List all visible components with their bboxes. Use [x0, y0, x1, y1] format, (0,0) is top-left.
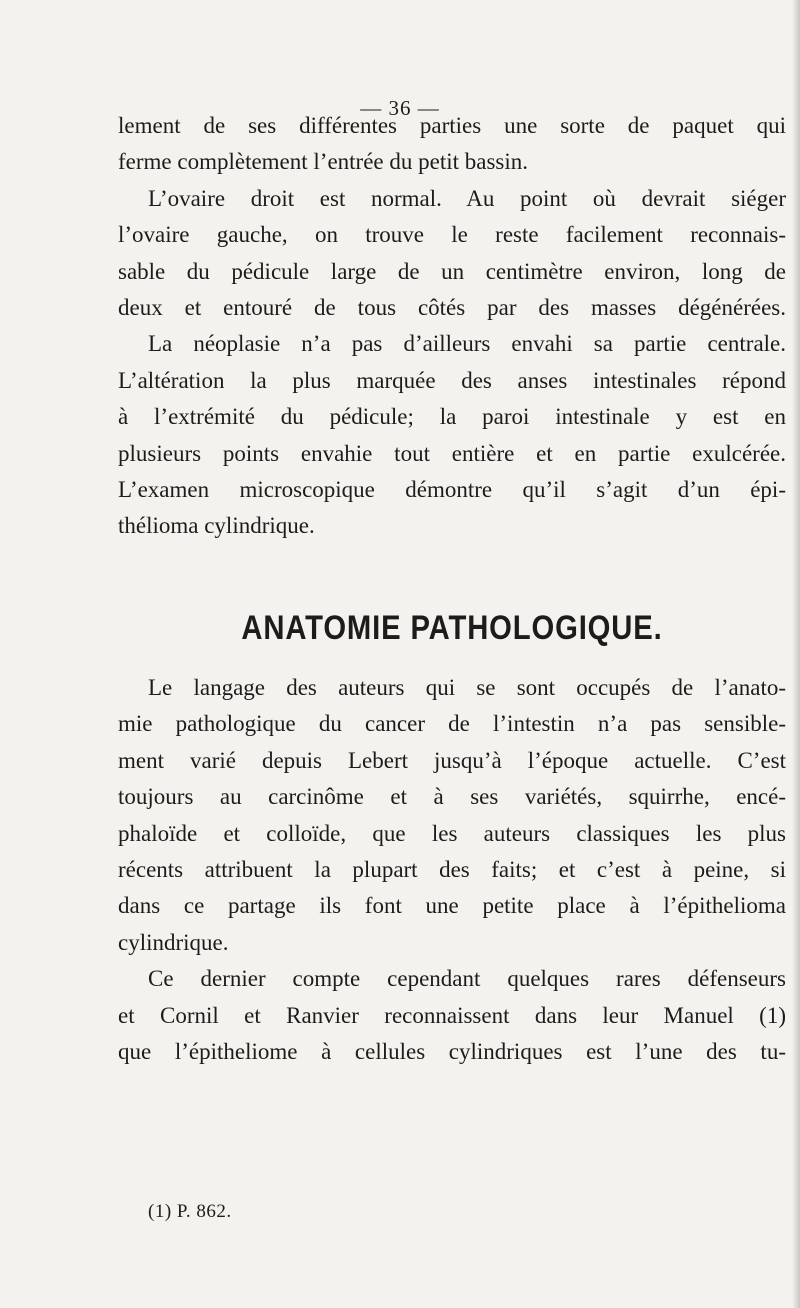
text-line: plusieurs points envahie tout entière et en partie exulcérée.	[118, 440, 786, 466]
text-line: thélioma cylindrique.	[118, 513, 315, 539]
section-title: ANATOMIE PATHOLOGIQUE.	[241, 609, 663, 647]
text-line: l’ovaire gauche, on trouve le reste facilement reconnais-	[118, 222, 786, 248]
text-line: deux et entouré de tous côtés par des masses dégénérées.	[118, 295, 786, 321]
text-line: toujours au carcinôme et à ses variétés, squirrhe, encé-	[118, 784, 786, 810]
text-line: récents attribuent la plupart des faits; et c’est à peine, si	[118, 857, 786, 883]
text-line: mie pathologique du cancer de l’intestin n’a pas sensible-	[118, 711, 786, 737]
text-line: La néoplasie n’a pas d’ailleurs envahi sa partie centrale.	[148, 331, 786, 357]
text-line: ferme complètement l’entrée du petit bassin.	[118, 149, 529, 175]
text-line: phaloïde et colloïde, que les auteurs classiques les plus	[118, 820, 786, 846]
text-line: et Cornil et Ranvier reconnaissent dans leur Manuel (1)	[118, 1002, 786, 1028]
page-number: — 36 —	[360, 96, 440, 120]
text-line: L’ovaire droit est normal. Au point où devrait siéger	[148, 185, 786, 211]
text-line: ment varié depuis Lebert jusqu’à l’époque actuelle. C’est	[118, 747, 786, 773]
page-edge-shadow	[792, 0, 800, 1308]
text-line: sable du pédicule large de un centimètre environ, long de	[118, 258, 786, 284]
text-line: cylindrique.	[118, 929, 229, 955]
body-text-top	[118, 108, 786, 545]
text-line: L’altération la plus marquée des anses intestinales répond	[118, 367, 786, 393]
body-text-bottom	[118, 670, 786, 1070]
text-line: Le langage des auteurs qui se sont occupés de l’anato-	[148, 675, 786, 700]
text-line: que l’épitheliome à cellules cylindriques est l’une des tu-	[118, 1039, 786, 1065]
footnote: (1) P. 862.	[148, 1201, 232, 1222]
text-line: dans ce partage ils font une petite place à l’épithelioma	[118, 893, 786, 919]
text-line: Ce dernier compte cependant quelques rares défenseurs	[148, 966, 786, 992]
text-line: L’examen microscopique démontre qu’il s’agit d’un épi-	[118, 477, 786, 503]
text-line: lement de ses différentes parties une sorte de paquet qui	[118, 113, 786, 138]
text-line: à l’extrémité du pédicule; la paroi intestinale y est en	[118, 404, 786, 430]
